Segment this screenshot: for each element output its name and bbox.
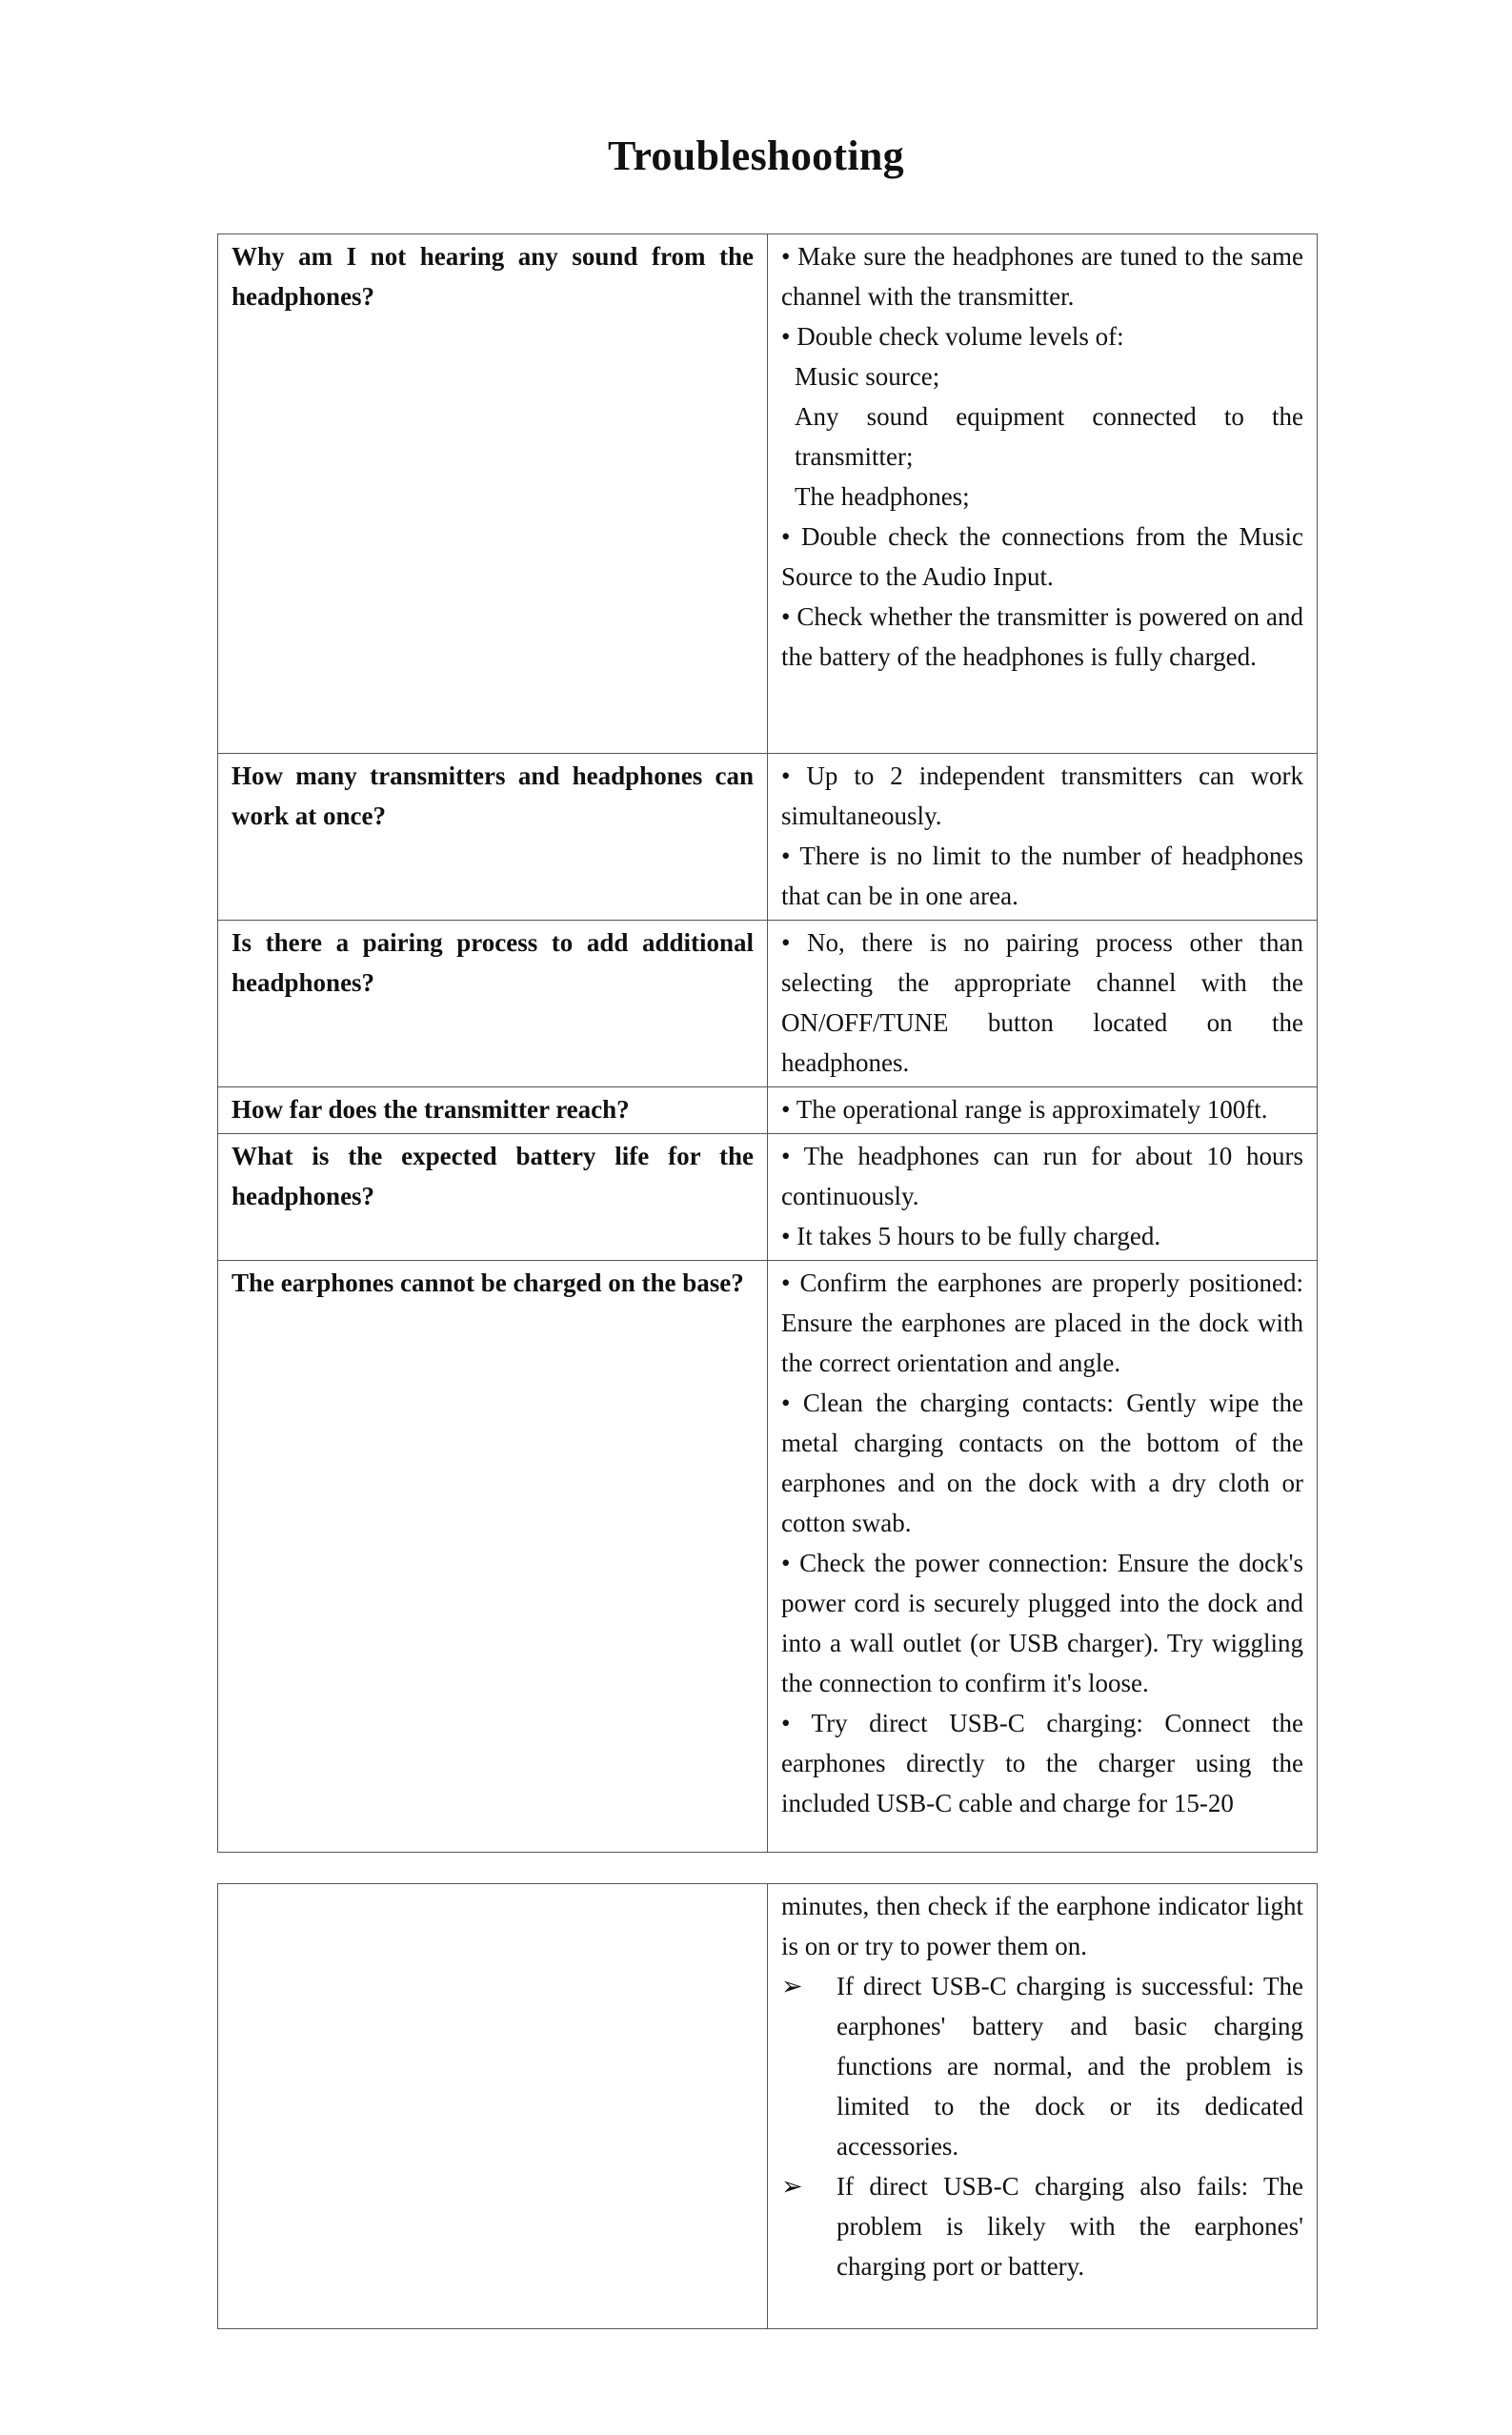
answer-line: • Check the power connection: Ensure the dock's power cord is securely plugged into the dock and into a wall outlet (or USB charger). Try wiggling the connection to confirm it's loose. (781, 1549, 1303, 1697)
answer-line: • Double check the connections from the Music Source to the Audio Input. (781, 522, 1303, 591)
table-row (218, 1261, 1318, 1853)
answer-cell (768, 1261, 1318, 1853)
answer-cell (768, 1087, 1318, 1134)
table-row (218, 1884, 1318, 2329)
table-row (218, 1087, 1318, 1134)
answer-line: • Confirm the earphones are properly positioned: Ensure the earphones are placed in the dock with the correct orientation and angle. (781, 1268, 1303, 1377)
answer-subitem-text: If direct USB-C charging also fails: The problem is likely with the earphones' charging port or battery. (837, 2172, 1303, 2281)
answer-line: • Double check volume levels of: (781, 322, 1124, 351)
answer-cell (768, 1884, 1318, 2329)
page-title: Troubleshooting (608, 132, 904, 179)
answer-cell (768, 1134, 1318, 1261)
answer-subline: The headphones; (795, 482, 970, 511)
question-cell: The earphones cannot be charged on the base? (218, 1261, 768, 1853)
table-row (218, 754, 1318, 921)
answer-subitem (781, 2166, 1303, 2286)
question-cell-empty (218, 1884, 768, 2329)
troubleshooting-table-continued (217, 1883, 1318, 2329)
answer-subline: Music source; (795, 362, 940, 391)
answer-line: • The operational range is approximately 100ft. (781, 1095, 1268, 1124)
table-row (218, 1134, 1318, 1261)
answer-line: • Clean the charging contacts: Gently wipe the metal charging contacts on the bottom of the earphones and on the dock with a dry cloth or cotton swab. (781, 1389, 1303, 1537)
answer-cell (768, 921, 1318, 1087)
question-cell: What is the expected battery life for the headphones? (218, 1134, 768, 1261)
arrow-bullet-icon: ➢ (781, 2172, 803, 2201)
answer-line: • Try direct USB-C charging: Connect the earphones directly to the charger using the included USB-C cable and charge for 15-20 (781, 1709, 1303, 1817)
answer-line: • Up to 2 independent transmitters can work simultaneously. (781, 761, 1303, 830)
answer-line: • There is no limit to the number of headphones that can be in one area. (781, 842, 1303, 910)
table-row (218, 921, 1318, 1087)
answer-line: • Make sure the headphones are tuned to the same channel with the transmitter. (781, 242, 1303, 311)
question-cell: Is there a pairing process to add additional headphones? (218, 921, 768, 1087)
question-cell: Why am I not hearing any sound from the headphones? (218, 234, 768, 754)
question-cell: How far does the transmitter reach? (218, 1087, 768, 1134)
answer-line: minutes, then check if the earphone indicator light is on or try to power them on. (781, 1892, 1303, 1960)
question-cell: How many transmitters and headphones can work at once? (218, 754, 768, 921)
answer-line: • Check whether the transmitter is powered on and the battery of the headphones is fully charged. (781, 602, 1303, 671)
answer-subitem (781, 1966, 1303, 2166)
troubleshooting-table (217, 233, 1318, 1853)
table-row (218, 234, 1318, 754)
answer-cell (768, 754, 1318, 921)
answer-subitem-text: If direct USB-C charging is successful: The earphones' battery and basic charging functions are normal, and the problem is limited to the dock or its dedicated accessories. (837, 1972, 1303, 2161)
answer-line: • It takes 5 hours to be fully charged. (781, 1222, 1161, 1250)
answer-line: • The headphones can run for about 10 hours continuously. (781, 1142, 1303, 1210)
answer-cell (768, 234, 1318, 754)
answer-line: • No, there is no pairing process other than selecting the appropriate channel with the ON/OFF/TUNE button located on the headphones. (781, 928, 1303, 1077)
answer-subline: Any sound equipment connected to the transmitter; (795, 402, 1303, 471)
arrow-bullet-icon: ➢ (781, 1972, 803, 2000)
